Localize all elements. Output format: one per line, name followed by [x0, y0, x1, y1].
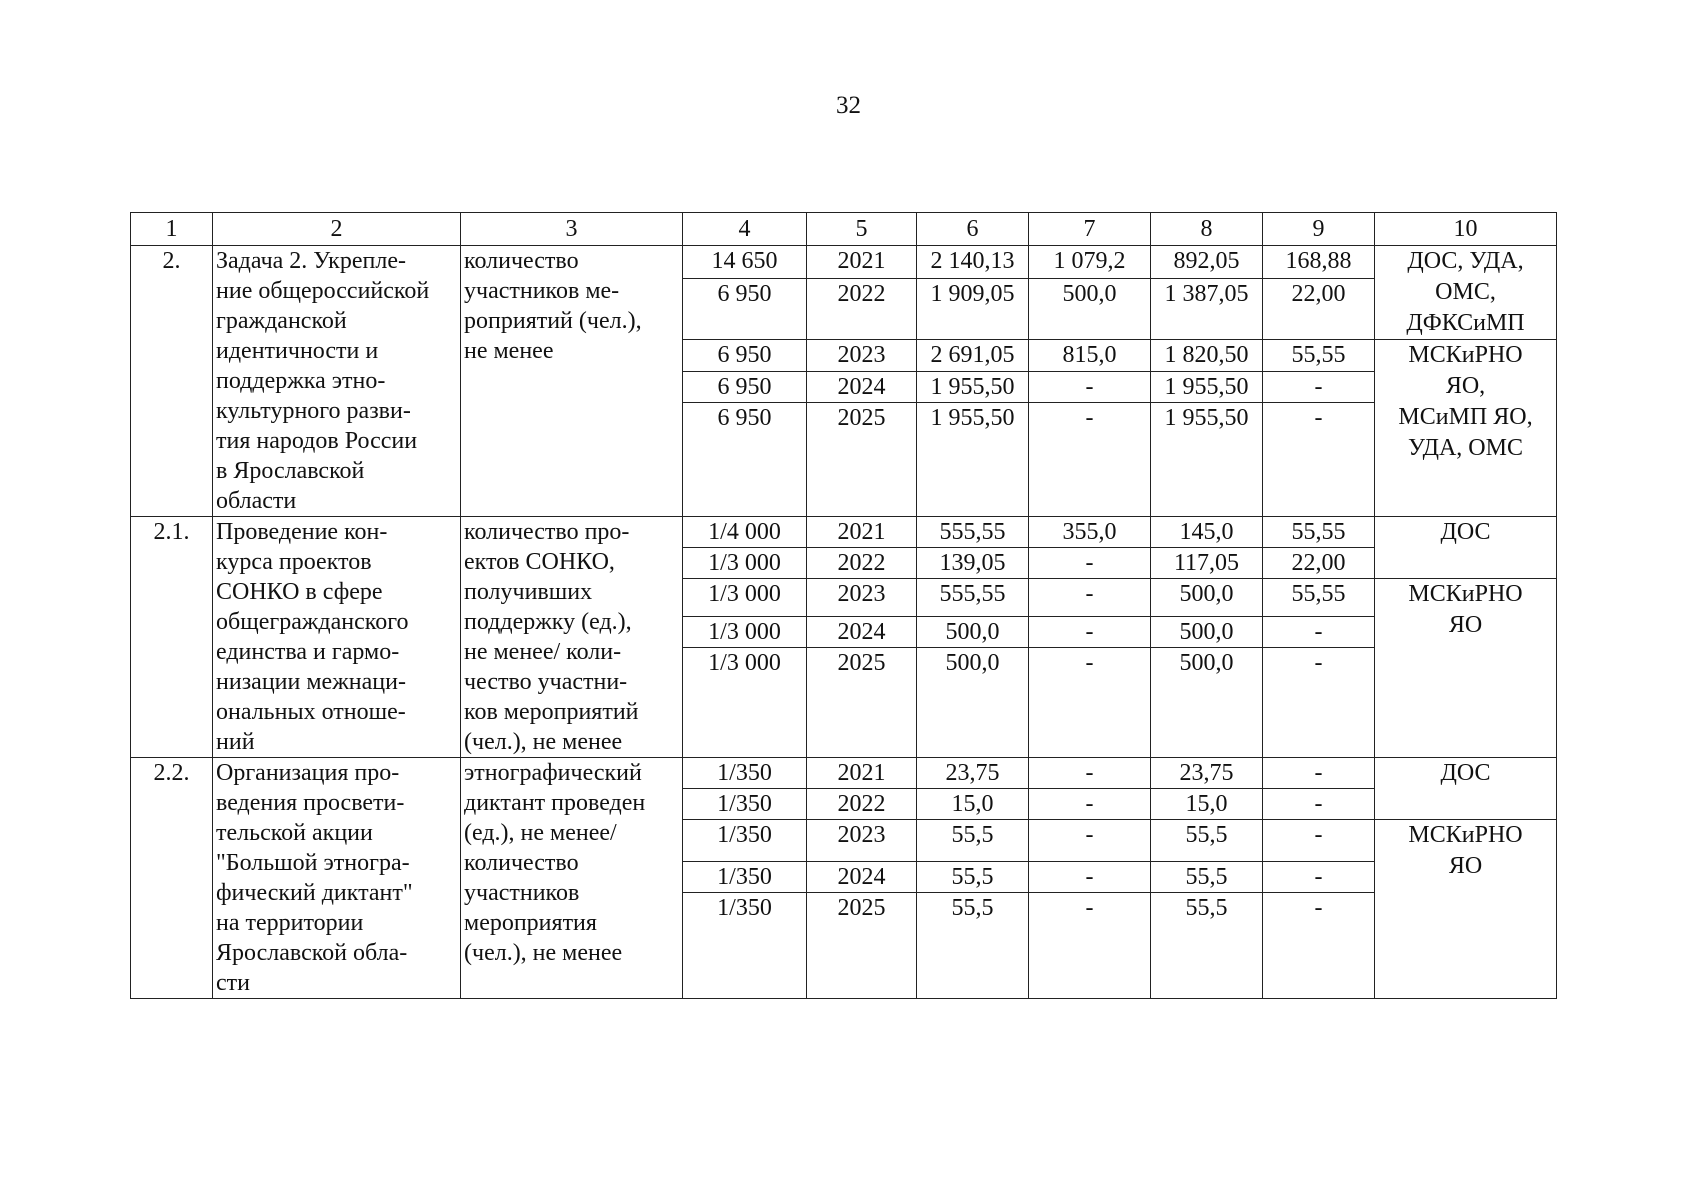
executor-top: ДОС, УДА, ОМС, ДФКСиМП — [1375, 246, 1557, 340]
executor-bottom: МСКиРНО ЯО, МСиМП ЯО, УДА, ОМС — [1375, 340, 1557, 517]
federal-funding: - — [1029, 617, 1151, 648]
header-cell: 10 — [1375, 213, 1557, 246]
federal-funding: 815,0 — [1029, 340, 1151, 372]
table-row — [131, 758, 1557, 789]
other-funding: - — [1263, 403, 1375, 517]
other-funding: - — [1263, 820, 1375, 862]
section-indicator: этнографический диктант проведен (ед.), не менее/ количество участников мероприятия (чел.), не менее — [461, 758, 683, 999]
section-name: Проведение кон- курса проектов СОНКО в сфере общегражданского единства и гармо- низации межнаци- ональных отноше- ний — [213, 517, 461, 758]
executor-top: ДОС — [1375, 758, 1557, 820]
header-cell: 1 — [131, 213, 213, 246]
regional-funding: 23,75 — [1151, 758, 1263, 789]
header-cell: 4 — [683, 213, 807, 246]
header-cell: 7 — [1029, 213, 1151, 246]
executor-top: ДОС — [1375, 517, 1557, 579]
total-funding: 55,5 — [917, 820, 1029, 862]
year: 2025 — [807, 403, 917, 517]
regional-funding: 1 955,50 — [1151, 372, 1263, 403]
section-number: 2.2. — [131, 758, 213, 999]
page-number: 32 — [836, 92, 861, 119]
regional-funding: 15,0 — [1151, 789, 1263, 820]
section-name: Организация про- ведения просвети- тельской акции "Большой этногра- фический диктант" на территории Ярославской обла- сти — [213, 758, 461, 999]
regional-funding: 892,05 — [1151, 246, 1263, 279]
total-funding: 55,5 — [917, 862, 1029, 893]
regional-funding: 1 820,50 — [1151, 340, 1263, 372]
other-funding: - — [1263, 789, 1375, 820]
federal-funding: - — [1029, 372, 1151, 403]
year: 2023 — [807, 340, 917, 372]
year: 2025 — [807, 648, 917, 758]
indicator-value: 1/4 000 — [683, 517, 807, 548]
total-funding: 1 955,50 — [917, 372, 1029, 403]
header-cell: 2 — [213, 213, 461, 246]
header-cell: 9 — [1263, 213, 1375, 246]
federal-funding: - — [1029, 758, 1151, 789]
total-funding: 1 909,05 — [917, 279, 1029, 340]
header-cell: 3 — [461, 213, 683, 246]
header-cell: 8 — [1151, 213, 1263, 246]
other-funding: 22,00 — [1263, 548, 1375, 579]
regional-funding: 1 387,05 — [1151, 279, 1263, 340]
indicator-value: 1/350 — [683, 789, 807, 820]
total-funding: 2 691,05 — [917, 340, 1029, 372]
other-funding: - — [1263, 648, 1375, 758]
section-indicator: количество про- ектов СОНКО, получивших поддержку (ед.), не менее/ коли- чество участни- ков мероприятий (чел.), не менее — [461, 517, 683, 758]
year: 2021 — [807, 758, 917, 789]
indicator-value: 1/350 — [683, 758, 807, 789]
indicator-value: 6 950 — [683, 340, 807, 372]
regional-funding: 55,5 — [1151, 820, 1263, 862]
header-cell: 6 — [917, 213, 1029, 246]
regional-funding: 1 955,50 — [1151, 403, 1263, 517]
regional-funding: 55,5 — [1151, 862, 1263, 893]
regional-funding: 117,05 — [1151, 548, 1263, 579]
regional-funding: 55,5 — [1151, 893, 1263, 999]
regional-funding: 500,0 — [1151, 648, 1263, 758]
section-indicator: количество участников ме- роприятий (чел.), не менее — [461, 246, 683, 517]
year: 2023 — [807, 579, 917, 617]
federal-funding: 355,0 — [1029, 517, 1151, 548]
other-funding: - — [1263, 862, 1375, 893]
year: 2021 — [807, 517, 917, 548]
other-funding: 168,88 — [1263, 246, 1375, 279]
indicator-value: 6 950 — [683, 403, 807, 517]
federal-funding: 500,0 — [1029, 279, 1151, 340]
year: 2024 — [807, 372, 917, 403]
other-funding: 55,55 — [1263, 517, 1375, 548]
federal-funding: - — [1029, 579, 1151, 617]
header-cell: 5 — [807, 213, 917, 246]
total-funding: 23,75 — [917, 758, 1029, 789]
section-number: 2. — [131, 246, 213, 517]
other-funding: 22,00 — [1263, 279, 1375, 340]
total-funding: 55,5 — [917, 893, 1029, 999]
indicator-value: 1/3 000 — [683, 648, 807, 758]
federal-funding: - — [1029, 648, 1151, 758]
indicator-value: 1/350 — [683, 862, 807, 893]
other-funding: - — [1263, 893, 1375, 999]
indicator-value: 1/350 — [683, 893, 807, 999]
federal-funding: - — [1029, 403, 1151, 517]
section-name: Задача 2. Укрепле- ние общероссийской гражданской идентичности и поддержка этно- культурного разви- тия народов России в Ярославской области — [213, 246, 461, 517]
year: 2025 — [807, 893, 917, 999]
indicator-value: 1/3 000 — [683, 617, 807, 648]
indicator-value: 1/3 000 — [683, 548, 807, 579]
executor-bottom: МСКиРНО ЯО — [1375, 579, 1557, 758]
program-table — [130, 212, 1557, 999]
total-funding: 139,05 — [917, 548, 1029, 579]
year: 2024 — [807, 617, 917, 648]
other-funding: - — [1263, 617, 1375, 648]
indicator-value: 14 650 — [683, 246, 807, 279]
total-funding: 2 140,13 — [917, 246, 1029, 279]
total-funding: 15,0 — [917, 789, 1029, 820]
year: 2021 — [807, 246, 917, 279]
indicator-value: 6 950 — [683, 372, 807, 403]
year: 2022 — [807, 548, 917, 579]
other-funding: - — [1263, 758, 1375, 789]
year: 2022 — [807, 279, 917, 340]
indicator-value: 1/3 000 — [683, 579, 807, 617]
federal-funding: - — [1029, 548, 1151, 579]
federal-funding: - — [1029, 862, 1151, 893]
federal-funding: 1 079,2 — [1029, 246, 1151, 279]
executor-bottom: МСКиРНО ЯО — [1375, 820, 1557, 999]
federal-funding: - — [1029, 789, 1151, 820]
other-funding: - — [1263, 372, 1375, 403]
total-funding: 500,0 — [917, 648, 1029, 758]
year: 2023 — [807, 820, 917, 862]
indicator-value: 1/350 — [683, 820, 807, 862]
total-funding: 555,55 — [917, 579, 1029, 617]
section-number: 2.1. — [131, 517, 213, 758]
indicator-value: 6 950 — [683, 279, 807, 340]
federal-funding: - — [1029, 820, 1151, 862]
total-funding: 500,0 — [917, 617, 1029, 648]
year: 2024 — [807, 862, 917, 893]
regional-funding: 500,0 — [1151, 579, 1263, 617]
federal-funding: - — [1029, 893, 1151, 999]
other-funding: 55,55 — [1263, 340, 1375, 372]
total-funding: 555,55 — [917, 517, 1029, 548]
regional-funding: 500,0 — [1151, 617, 1263, 648]
table-row — [131, 517, 1557, 548]
other-funding: 55,55 — [1263, 579, 1375, 617]
year: 2022 — [807, 789, 917, 820]
total-funding: 1 955,50 — [917, 403, 1029, 517]
header-row — [131, 213, 1557, 246]
table-row — [131, 246, 1557, 279]
regional-funding: 145,0 — [1151, 517, 1263, 548]
